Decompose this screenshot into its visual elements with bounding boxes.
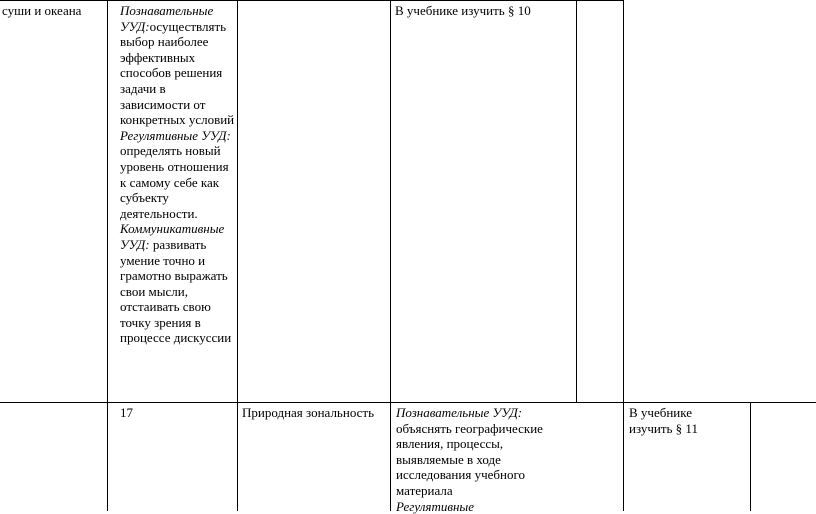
cognitive-uud-title: Познавательные УУД: <box>120 3 214 34</box>
row2-cognitive-uud-title: Познавательные УУД: <box>396 405 523 420</box>
row2-col5-right-border <box>750 402 751 511</box>
communicative-uud-text: развивать умение точно и грамотно выражать свои мысли, отстаивать свою точку зрения в процессе дискуссии <box>120 236 232 346</box>
communicative-uud-title: Коммуникативные УУД: <box>120 221 225 252</box>
row1-col5-right-border <box>623 0 624 403</box>
row1-col2-right-border <box>237 0 238 403</box>
row2-uud-cell <box>396 405 556 514</box>
row2-col2-right-border <box>237 402 238 511</box>
row1-col3-right-border <box>390 0 391 403</box>
row1-col1-right-border <box>107 0 108 403</box>
row2-number-cell <box>120 405 230 421</box>
row-separator <box>0 402 816 403</box>
table-top-border <box>0 0 624 1</box>
row2-topic-cell <box>242 405 388 421</box>
row1-homework-cell <box>395 3 575 19</box>
regulatory-uud-text: определять новый уровень отношения к самому себе как субъекту деятельности. <box>120 143 229 221</box>
row1-region-cell <box>2 3 106 19</box>
row2-homework-cell <box>629 405 719 436</box>
row2-col3-right-border <box>390 402 391 511</box>
row2-topic-text: Природная зональность <box>242 405 375 420</box>
regulatory-uud-title: Регулятивные УУД: <box>120 127 231 143</box>
row2-number-text: 17 <box>120 405 133 420</box>
row2-cognitive-uud-text: объяснять географические явления, процессы, выявляемые в ходе исследования учебного материала <box>396 420 543 498</box>
row1-region-text: суши и океана <box>2 3 82 18</box>
row1-col4-right-border <box>576 0 577 403</box>
row1-homework-text: В учебнике изучить § 10 <box>395 3 531 18</box>
row2-regulatory-uud-title: Регулятивные <box>396 498 474 514</box>
row2-col1-right-border <box>107 402 108 511</box>
cognitive-uud-text: осуществлять выбор наиболее эффективных способов решения задачи в зависимости от конкретных условий <box>120 18 235 128</box>
row2-col4-right-border <box>623 402 624 511</box>
row1-uud-cell <box>120 3 236 346</box>
row2-homework-text: В учебнике изучить § 11 <box>629 405 698 436</box>
